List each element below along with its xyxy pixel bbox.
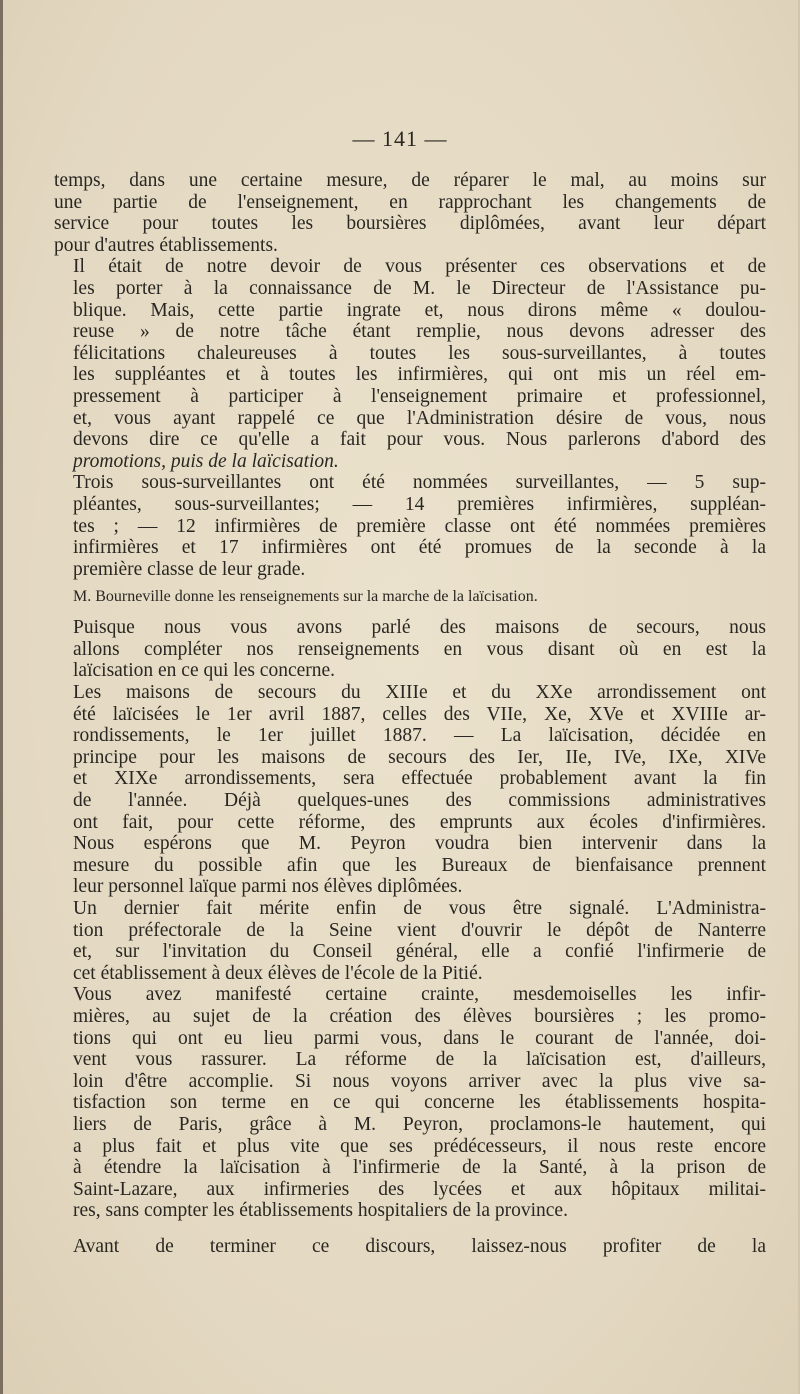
- text-line: félicitations chaleureuses à toutes les sous-surveillantes, à toutes: [73, 342, 766, 364]
- text-line: les porter à la connaissance de M. le Directeur de l'Assistance pu-: [73, 277, 766, 299]
- text-line: leur personnel laïque parmi nos élèves diplômées.: [73, 876, 463, 898]
- text-line: service pour toutes les boursières diplômées, avant leur départ: [54, 213, 766, 235]
- text-line: reuse » de notre tâche étant remplie, nous devons adresser des: [73, 321, 766, 343]
- text-line: res, sans compter les établissements hospitaliers de la province.: [73, 1200, 568, 1222]
- text-line: Vous avez manifesté certaine crainte, mesdemoiselles les infir-: [73, 984, 766, 1006]
- text-line: temps, dans une certaine mesure, de réparer le mal, au moins sur: [54, 170, 766, 191]
- text-line: allons compléter nos renseignements en vous disant où en est la: [73, 638, 766, 660]
- text-line: été laïcisées le 1er avril 1887, celles des VIIe, Xe, XVe et XVIIIe ar-: [73, 703, 766, 725]
- page-left-edge: [0, 0, 3, 1394]
- text-line: de l'année. Déjà quelques-unes des commissions administratives: [73, 790, 766, 812]
- text-line: laïcisation en ce qui les concerne.: [73, 660, 336, 682]
- text-line: et, vous ayant rappelé ce que l'Administration désire de vous, nous: [73, 407, 766, 429]
- text-line: Puisque nous vous avons parlé des maisons de secours, nous: [73, 617, 766, 639]
- text-line: blique. Mais, cette partie ingrate et, nous dirons même « doulou-: [73, 299, 766, 321]
- text-line: ont fait, pour cette réforme, des emprunts aux écoles d'infirmières.: [73, 811, 766, 833]
- text-line: principe pour les maisons de secours des Ier, IIe, IVe, IXe, XIVe: [73, 746, 766, 768]
- text-line: et, sur l'invitation du Conseil général, elle a confié l'infirmerie de: [73, 941, 766, 963]
- text-line: tions qui ont eu lieu parmi vous, dans le courant de l'année, doi-: [73, 1027, 766, 1049]
- text-line: à étendre la laïcisation à l'infirmerie de la Santé, à la prison de: [73, 1157, 766, 1179]
- text-line: a plus fait et plus vite que ses prédécesseurs, il nous reste encore: [73, 1135, 766, 1157]
- page-number: — 141 —: [352, 126, 448, 151]
- text-line: pour d'autres établissements.: [54, 234, 278, 256]
- text-line: pressement à participer à l'enseignement primaire et professionnel,: [73, 385, 766, 407]
- editorial-note: M. Bourneville donne les renseignements sur la marche de la laïcisation.: [73, 588, 538, 606]
- paragraph-5: [54, 682, 766, 898]
- text-line: tes ; — 12 infirmières de première classe ont été nommées premières: [73, 515, 766, 537]
- text-line: rondissements, le 1er juillet 1887. — La laïcisation, décidée en: [73, 725, 766, 747]
- text-line: et XIXe arrondissements, sera effectuée probablement avant la fin: [73, 768, 766, 790]
- text-line: devons dire ce qu'elle a fait pour vous. Nous parlerons d'abord des: [73, 429, 766, 451]
- text-line: mesure du possible afin que les Bureaux de bienfaisance prennent: [73, 854, 766, 876]
- paragraph-4: [54, 617, 766, 682]
- paragraph-2: [54, 256, 766, 472]
- text-line: liers de Paris, grâce à M. Peyron, proclamons-le hautement, qui: [73, 1113, 766, 1135]
- text-line: première classe de leur grade.: [73, 558, 306, 580]
- text-line: tion préfectorale de la Seine vient d'ouvrir le dépôt de Nanterre: [73, 919, 766, 941]
- text-line: pléantes, sous-surveillantes; — 14 premières infirmières, suppléan-: [73, 493, 766, 515]
- text-line: Nous espérons que M. Peyron voudra bien intervenir dans la: [73, 833, 766, 855]
- text-line: tisfaction son terme en ce qui concerne les établissements hospita-: [73, 1092, 766, 1114]
- text-line: infirmières et 17 infirmières ont été promues de la seconde à la: [73, 537, 766, 559]
- paragraph-1: [54, 170, 766, 256]
- text-line: mières, au sujet de la création des élèves boursières ; les promo-: [73, 1005, 766, 1027]
- paragraph-6: [54, 898, 766, 984]
- body-text: [54, 170, 766, 1258]
- paragraph-8: Avant de terminer ce discours, laissez-nous profiter de la: [73, 1235, 766, 1257]
- text-line-italic: promotions, puis de la laïcisation.: [73, 450, 339, 472]
- text-line: loin d'être accomplie. Si nous voyons arriver avec la plus vive sa-: [73, 1070, 766, 1092]
- text-line: une partie de l'enseignement, en rapprochant les changements de: [54, 191, 766, 213]
- text-line: les suppléantes et à toutes les infirmières, qui ont mis un réel em-: [73, 364, 766, 386]
- paragraph-7: [54, 984, 766, 1222]
- text-line: Les maisons de secours du XIIIe et du XXe arrondissement ont: [73, 682, 766, 704]
- text-line: Saint-Lazare, aux infirmeries des lycées et aux hôpitaux militai-: [73, 1178, 766, 1200]
- text-line: Un dernier fait mérite enfin de vous être signalé. L'Administra-: [73, 898, 766, 919]
- text-line: Trois sous-surveillantes ont été nommées surveillantes, — 5 sup-: [73, 472, 766, 494]
- text-line: vent vous rassurer. La réforme de la laïcisation est, d'ailleurs,: [73, 1049, 766, 1071]
- text-line: cet établissement à deux élèves de l'école de la Pitié.: [73, 962, 483, 984]
- text-line: Il était de notre devoir de vous présenter ces observations et de: [73, 256, 766, 278]
- paragraph-3: [54, 472, 766, 580]
